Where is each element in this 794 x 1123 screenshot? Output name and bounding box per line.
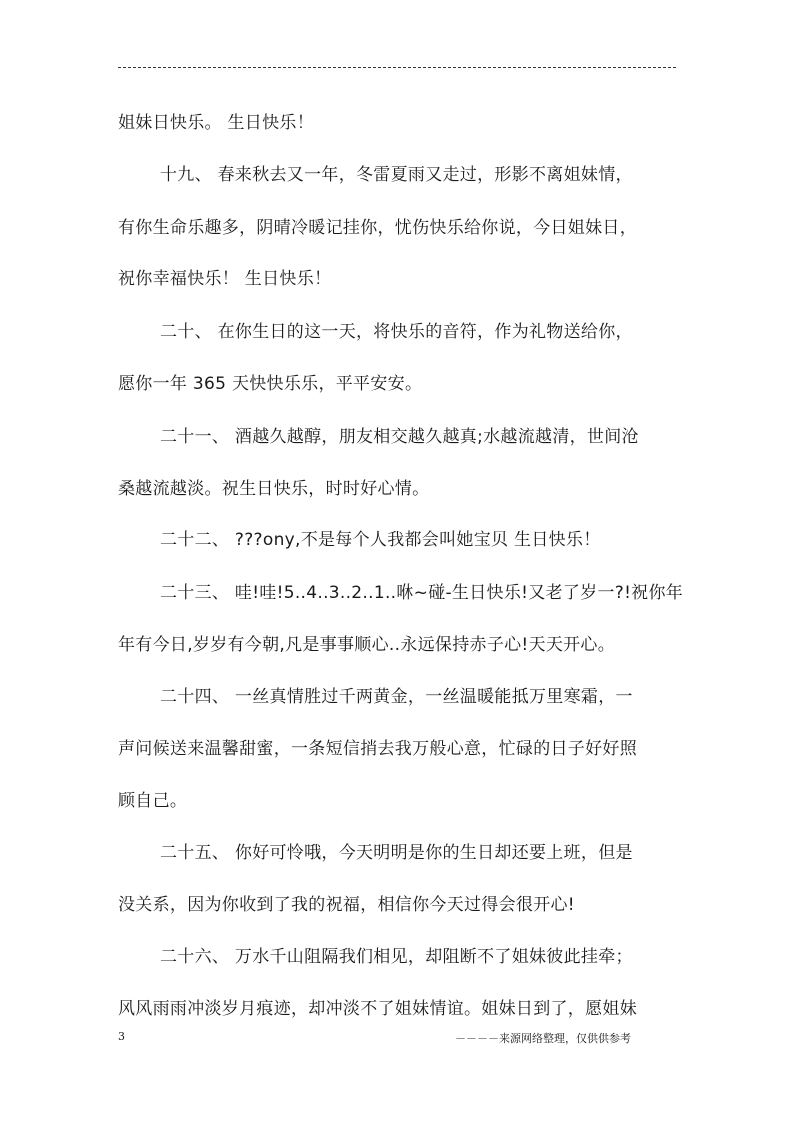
text-line: 二十、 在你生日的这一天，将快乐的音符，作为礼物送给你， (160, 322, 633, 342)
text-line: 二十四、 一丝真情胜过千两黄金，一丝温暖能抵万里寒霜，一 (160, 687, 633, 707)
text-line: 没关系，因为你收到了我的祝福，相信你今天过得会很开心! (118, 895, 575, 915)
text-line: 二十五、 你好可怜哦，今天明明是你的生日却还要上班，但是 (160, 843, 633, 863)
footer-note: －－－－来源网络整理，仅供供参考 (455, 1032, 631, 1045)
text-line: 愿你一年 365 天快快乐乐，平平安安。 (118, 374, 423, 394)
text-line: 年有今日,岁岁有今朝,凡是事事顺心..永远保持赤子心!天天开心。 (118, 635, 616, 655)
text-line: 风风雨雨冲淡岁月痕迹，却冲淡不了姐妹情谊。姐妹日到了，愿姐妹 (118, 999, 637, 1019)
text-line: 二十二、 ???ony,不是每个人我都会叫她宝贝 生日快乐！ (160, 530, 601, 550)
text-line: 二十三、 哇!哇!5..4..3..2..1..咻~碰-生日快乐!又老了岁一?!祝你年 (160, 583, 684, 603)
text-line: 姐妹日快乐。 生日快乐！ (118, 113, 315, 133)
text-line: 祝你幸福快乐！ 生日快乐！ (118, 269, 332, 289)
text-line: 二十一、 酒越久越醇，朋友相交越久越真;水越流越清，世间沧 (160, 427, 639, 447)
text-line: 有你生命乐趣多，阴晴冷暖记挂你，忧伤快乐给你说，今日姐妹日， (118, 218, 637, 238)
text-line: 桑越流越淡。祝生日快乐，时时好心情。 (118, 479, 430, 499)
text-line: 顾自己。 (118, 791, 188, 811)
text-line: 二十六、 万水千山阻隔我们相见，却阻断不了姐妹彼此挂牵； (160, 947, 633, 967)
header-dashed-rule (118, 67, 676, 68)
page-number: 3 (118, 1030, 125, 1043)
text-line: 声问候送来温馨甜蜜，一条短信捎去我万般心意，忙碌的日子好好照 (118, 739, 637, 759)
text-line: 十九、 春来秋去又一年，冬雷夏雨又走过，形影不离姐妹情， (160, 165, 633, 185)
